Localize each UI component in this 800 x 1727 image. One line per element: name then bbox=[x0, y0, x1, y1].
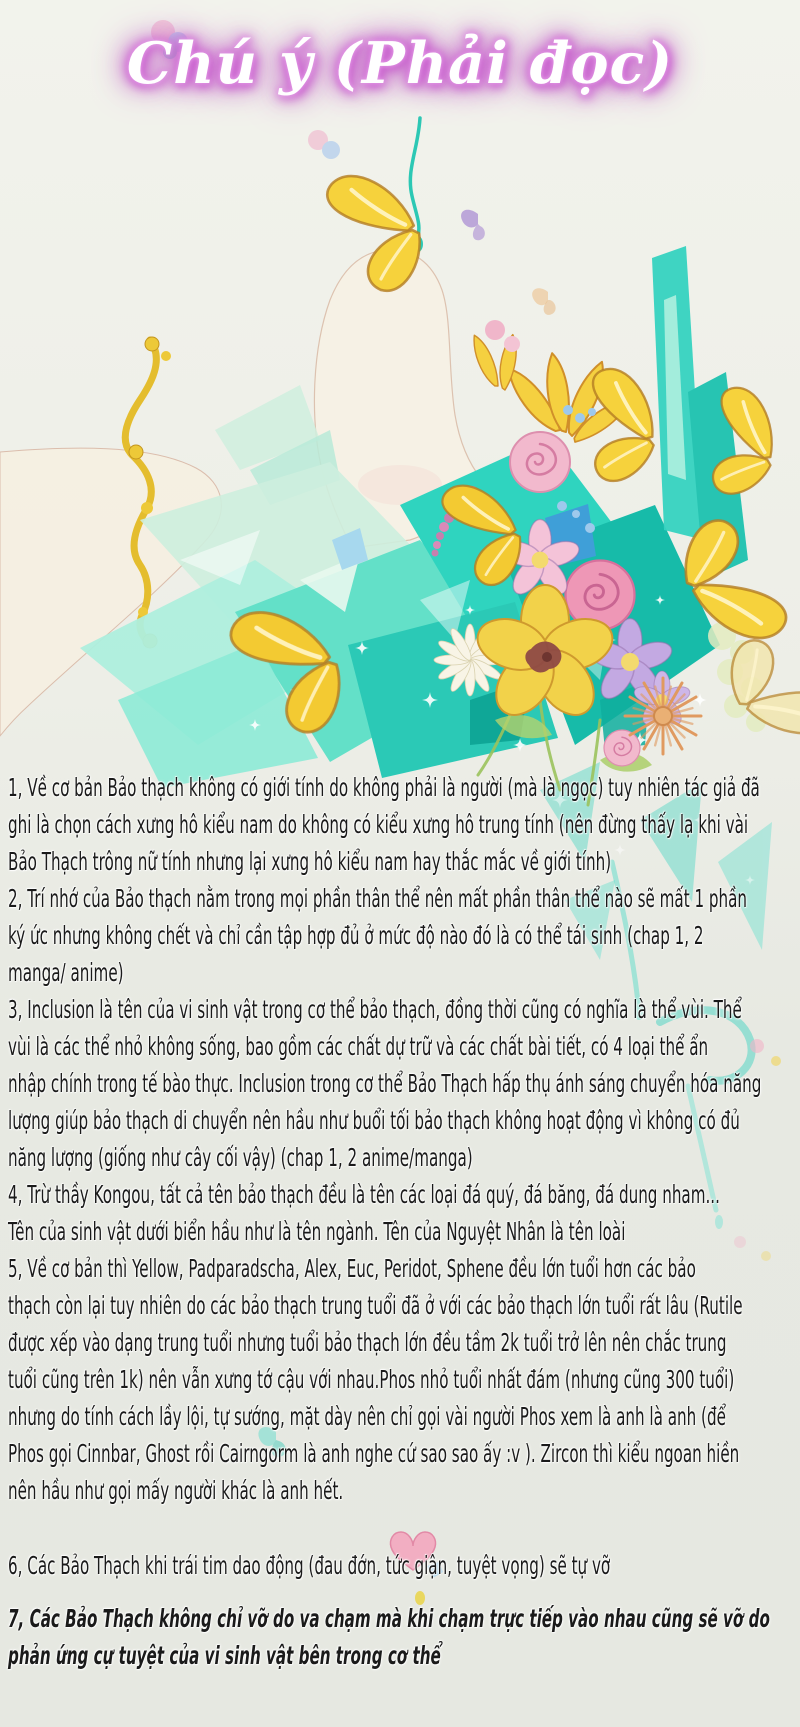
note-line: 4, Trừ thầy Kongou, tất cả tên bảo thạch đều là tên các loại đá quý, đá băng, đá dung nham... bbox=[8, 1180, 720, 1209]
note-line: nhập chính trong tế bào thực. Inclusion trong cơ thể Bảo Thạch hấp thụ ánh sáng chuyển hóa năng bbox=[8, 1069, 762, 1098]
note-line: nhưng do tính cách lầy lội, tự sướng, mặt dày nên chỉ gọi vài người Phos xem là anh là anh (để bbox=[8, 1402, 726, 1431]
note-item-4 bbox=[8, 1176, 799, 1250]
note-line: tuổi cũng trên 1k) nên vẫn xưng tớ cậu với nhau.Phos nhỏ tuổi nhất đám (nhưng cũng 300 tuổi) bbox=[8, 1365, 735, 1394]
small-butterflies bbox=[461, 210, 556, 315]
note-line: 5, Về cơ bản thì Yellow, Padparadscha, Alex, Euc, Peridot, Sphene đều lớn tuổi hơn các bảo bbox=[8, 1254, 696, 1283]
note-line: 3, Inclusion là tên của vi sinh vật trong cơ thể bảo thạch, đồng thời cũng có nghĩa là thể vùi. Thể bbox=[8, 995, 742, 1024]
note-line: năng lượng (giống như cây cối vậy) (chap 1, 2 anime/manga) bbox=[8, 1143, 473, 1172]
note-line: vùi là các thể nhỏ không sống, bao gồm các chất dự trữ và các chất bài tiết, có 4 loại thể ẩn bbox=[8, 1032, 709, 1061]
note-line: Tên của sinh vật dưới biển hầu như là tên ngành. Tên của Nguyệt Nhân là tên loài bbox=[8, 1217, 626, 1246]
note-item-6 bbox=[8, 1547, 799, 1584]
note-line: 2, Trí nhớ của Bảo thạch nằm trong mọi phần thân thể nên mất phần thân thể nào sẽ mất 1 phần bbox=[8, 884, 748, 913]
note-line: thạch còn lại tuy nhiên do các bảo thạch trung tuổi đã ở với các bảo thạch lớn tuổi rất lâu (Rutile bbox=[8, 1291, 743, 1320]
note-line: phản ứng cự tuyệt của vi sinh vật bên trong cơ thể bbox=[8, 1641, 441, 1670]
rose-flower bbox=[510, 432, 570, 492]
note-line: 7, Các Bảo Thạch không chỉ vỡ do va chạm mà khi chạm trực tiếp vào nhau cũng sẽ vỡ do bbox=[8, 1604, 770, 1633]
note-item-2 bbox=[8, 880, 799, 991]
note-line: Phos gọi Cinnbar, Ghost rồi Cairngorm là anh nghe cứ sao sao ấy :v ). Zircon thì kiểu ngoan hiền bbox=[8, 1439, 740, 1468]
page-title: Chú ý (Phải đọc) bbox=[126, 30, 674, 97]
note-line: nên hầu như gọi mấy người khác là anh hết. bbox=[8, 1476, 344, 1505]
note-line: 6, Các Bảo Thạch khi trái tim dao động (đau đớn, tức giận, tuyệt vọng) sẽ tự vỡ bbox=[8, 1551, 611, 1580]
note-line: ký ức nhưng không chết và chỉ cần tập hợp đủ ở mức độ nào đó là có thể tái sinh (chap 1, 2 bbox=[8, 921, 704, 950]
note-line: 1, Về cơ bản Bảo thạch không có giới tính do không phải là người (mà là ngọc) tuy nhiên tác giả đã bbox=[8, 773, 760, 802]
note-item-7 bbox=[8, 1600, 799, 1674]
notes-block bbox=[8, 769, 799, 1674]
note-item-5 bbox=[8, 1250, 799, 1509]
note-line: lượng giúp bảo thạch di chuyển nên hầu như buổi tối bảo thạch không hoạt động vì không có đủ bbox=[8, 1106, 740, 1135]
note-line: manga/ anime) bbox=[8, 958, 124, 987]
note-line: Bảo Thạch trông nữ tính nhưng lại xưng hô kiểu nam hay thắc mắc về giới tính) bbox=[8, 847, 612, 876]
note-item-3 bbox=[8, 991, 799, 1176]
note-line: ghi là chọn cách xưng hô kiểu nam do không có kiểu xưng hô trung tính (nên đừng thấy lạ khi vài bbox=[8, 810, 749, 839]
note-line: được xếp vào dạng trung tuổi nhưng tuổi bảo thạch lớn đều tầm 2k tuổi trở lên nên chắc trung bbox=[8, 1328, 727, 1357]
note-item-1 bbox=[8, 769, 799, 880]
